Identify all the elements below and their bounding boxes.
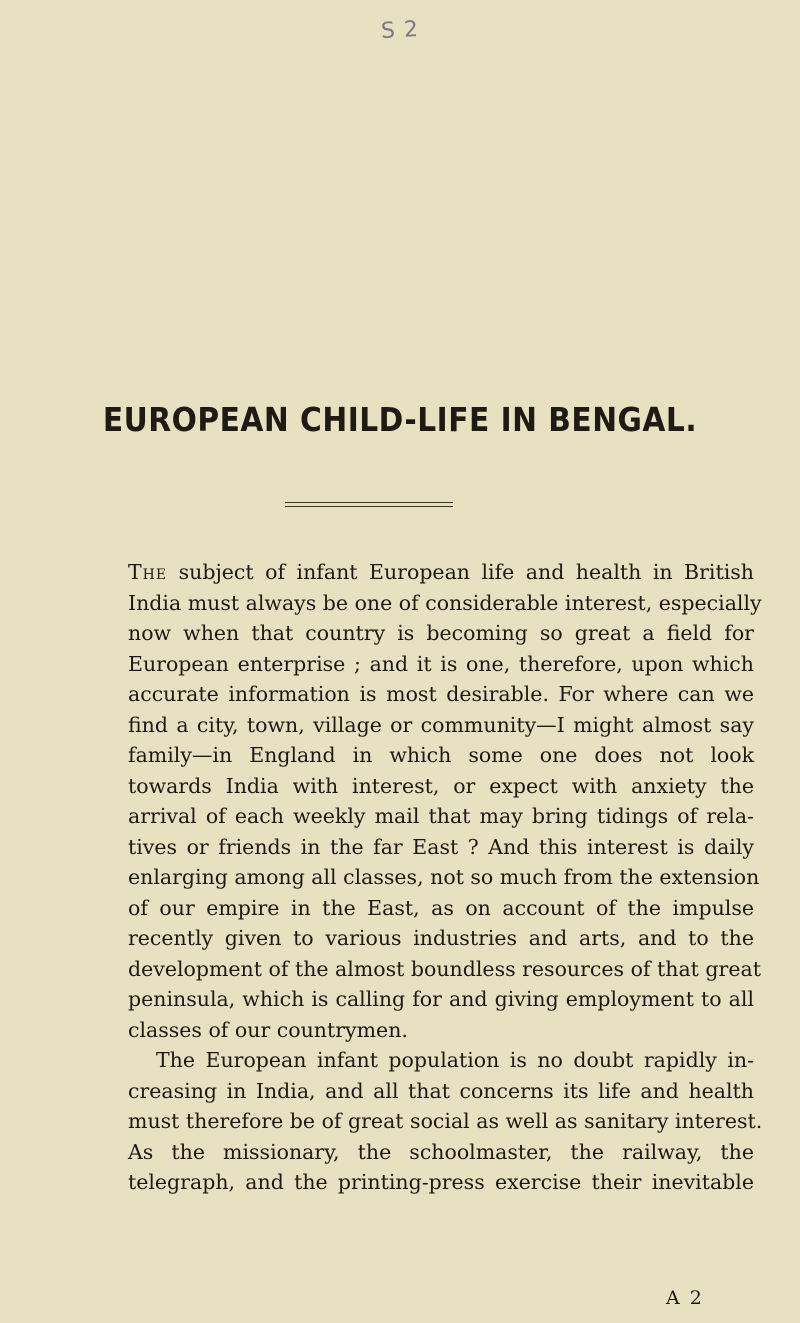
rule-line-top (285, 502, 453, 503)
text-line: of our empire in the East, as on account of the impulse (128, 895, 754, 920)
text-line: recently given to various industries and arts, and to the (128, 926, 754, 950)
text-line: enlarging among all classes, not so much from the extension (128, 865, 760, 889)
text-line: family—in England in which some one does not look (128, 743, 754, 767)
text-line: India must always be one of considerable interest, especially (128, 590, 762, 615)
body-text (128, 557, 763, 1198)
pencil-shelf-mark: S 2 (380, 17, 420, 44)
page-title: EUROPEAN CHILD-LIFE IN BENGAL. (102, 400, 698, 439)
text-line: must therefore be of great social as well as sanitary interest. (128, 1109, 763, 1133)
text-line: arrival of each weekly mail that may bring tidings of rela- (128, 804, 754, 828)
text-line: As the missionary, the schoolmaster, the railway, the (128, 1139, 754, 1164)
signature-mark: A 2 (666, 1287, 704, 1309)
text-line: telegraph, and the printing-press exercise their inevitable (128, 1170, 754, 1194)
text-line: tives or friends in the far East ? And this interest is daily (128, 834, 754, 859)
text-line: now when that country is becoming so great a field for (128, 621, 754, 645)
text-line: find a city, town, village or community—I might almost say (128, 712, 754, 737)
rule-line-bottom (285, 506, 453, 507)
title-double-rule (285, 502, 453, 507)
text-line: European enterprise ; and it is one, therefore, upon which (128, 651, 754, 676)
opening-word: The (128, 560, 168, 584)
text-line: development of the almost boundless resources of that great (128, 956, 761, 981)
text-line: The European infant population is no doubt rapidly in- (156, 1048, 754, 1072)
text-line: accurate information is most desirable. For where can we (128, 682, 754, 706)
text-line: classes of our countrymen. (128, 1017, 408, 1042)
text-line: creasing in India, and all that concerns its life and health (128, 1078, 754, 1103)
text-line: The subject of infant European life and health in British (128, 560, 754, 584)
text-line: towards India with interest, or expect with anxiety the (128, 773, 754, 798)
text-line: peninsula, which is calling for and giving employment to all (128, 987, 754, 1011)
